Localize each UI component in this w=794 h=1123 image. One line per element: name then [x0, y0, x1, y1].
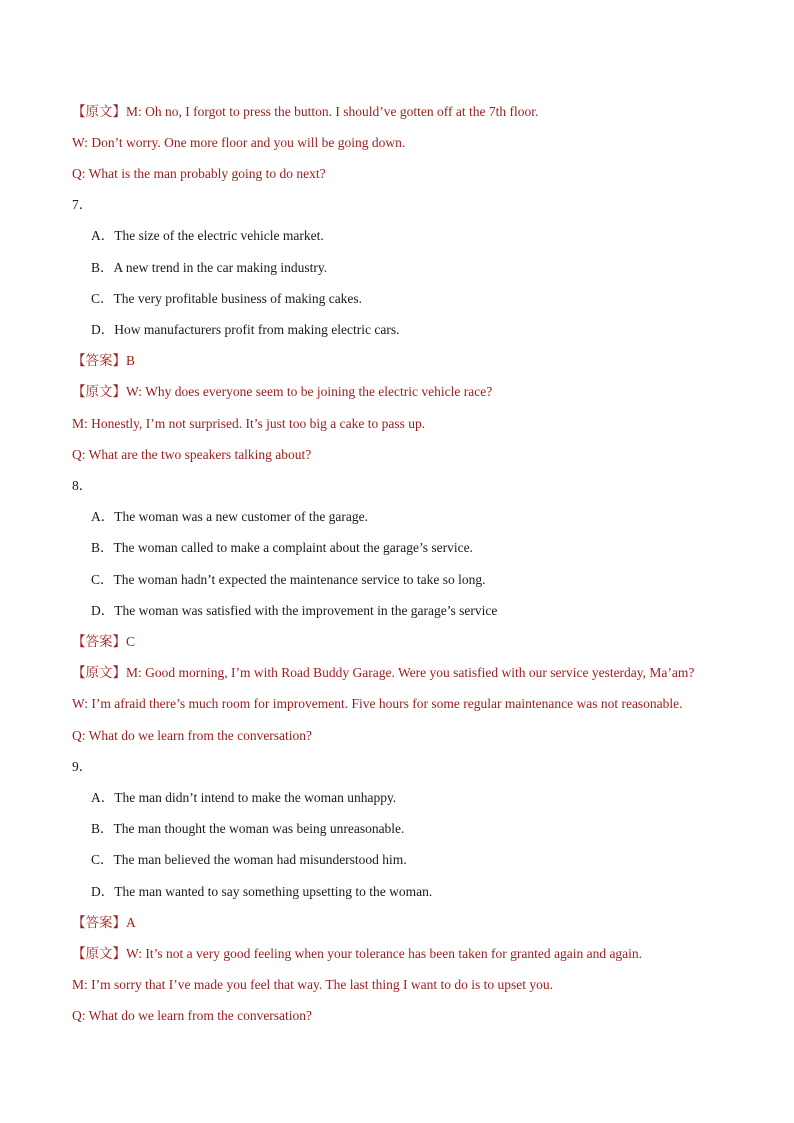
option-d: D．The man wanted to say something upsetting to the woman. [91, 884, 433, 899]
transcript-line: W: I’m afraid there’s much room for improvement. Five hours for some regular maintenance was not reasonable. [72, 696, 683, 711]
answer-value: B [126, 353, 136, 368]
answer-tag: 【答案】 [72, 634, 126, 649]
transcript-line [72, 664, 694, 682]
question-number: 8． [72, 478, 93, 493]
option-a: A．The woman was a new customer of the garage. [91, 509, 369, 524]
answer-line [72, 633, 135, 651]
answer-value: A [126, 915, 136, 930]
transcript-line: M: Honestly, I’m not surprised. It’s just too big a cake to pass up. [72, 416, 426, 431]
answer-tag: 【答案】 [72, 915, 126, 930]
transcript-tag: 【原文】 [72, 104, 126, 119]
option-c: C．The woman hadn’t expected the maintenance service to take so long. [91, 572, 486, 587]
transcript-question: Q: What do we learn from the conversation? [72, 728, 313, 743]
option-d: D．How manufacturers profit from making electric cars. [91, 322, 400, 337]
transcript-line [72, 103, 538, 121]
transcript-line [72, 383, 492, 401]
transcript-question: Q: What do we learn from the conversation? [72, 1008, 313, 1023]
transcript-tag: 【原文】 [72, 384, 126, 399]
transcript-text: W: It’s not a very good feeling when your tolerance has been taken for granted again and again. [126, 946, 643, 961]
transcript-line: W: Don’t worry. One more floor and you will be going down. [72, 135, 406, 150]
answer-tag: 【答案】 [72, 353, 126, 368]
option-a: A．The size of the electric vehicle market. [91, 228, 324, 243]
transcript-text: M: Good morning, I’m with Road Buddy Garage. Were you satisfied with our service yesterday, Ma’am? [126, 665, 695, 680]
question-number: 7． [72, 197, 93, 212]
option-b: B．The woman called to make a complaint about the garage’s service. [91, 540, 473, 555]
transcript-text: W: Why does everyone seem to be joining the electric vehicle race? [126, 384, 493, 399]
answer-line [72, 914, 136, 932]
transcript-question: Q: What is the man probably going to do next? [72, 166, 326, 181]
answer-line [72, 352, 135, 370]
answer-value: C [126, 634, 136, 649]
question-number: 9． [72, 759, 93, 774]
option-c: C．The man believed the woman had misunderstood him. [91, 852, 407, 867]
transcript-line: M: I’m sorry that I’ve made you feel that way. The last thing I want to do is to upset you. [72, 977, 554, 992]
option-a: A．The man didn’t intend to make the woman unhappy. [91, 790, 397, 805]
option-d: D．The woman was satisfied with the improvement in the garage’s service [91, 603, 498, 618]
transcript-question: Q: What are the two speakers talking about? [72, 447, 312, 462]
transcript-tag: 【原文】 [72, 946, 126, 961]
option-c: C．The very profitable business of making cakes. [91, 291, 363, 306]
transcript-line [72, 945, 642, 963]
transcript-text: M: Oh no, I forgot to press the button. I should’ve gotten off at the 7th floor. [126, 104, 539, 119]
option-b: B．A new trend in the car making industry. [91, 260, 328, 275]
option-b: B．The man thought the woman was being unreasonable. [91, 821, 405, 836]
transcript-tag: 【原文】 [72, 665, 126, 680]
